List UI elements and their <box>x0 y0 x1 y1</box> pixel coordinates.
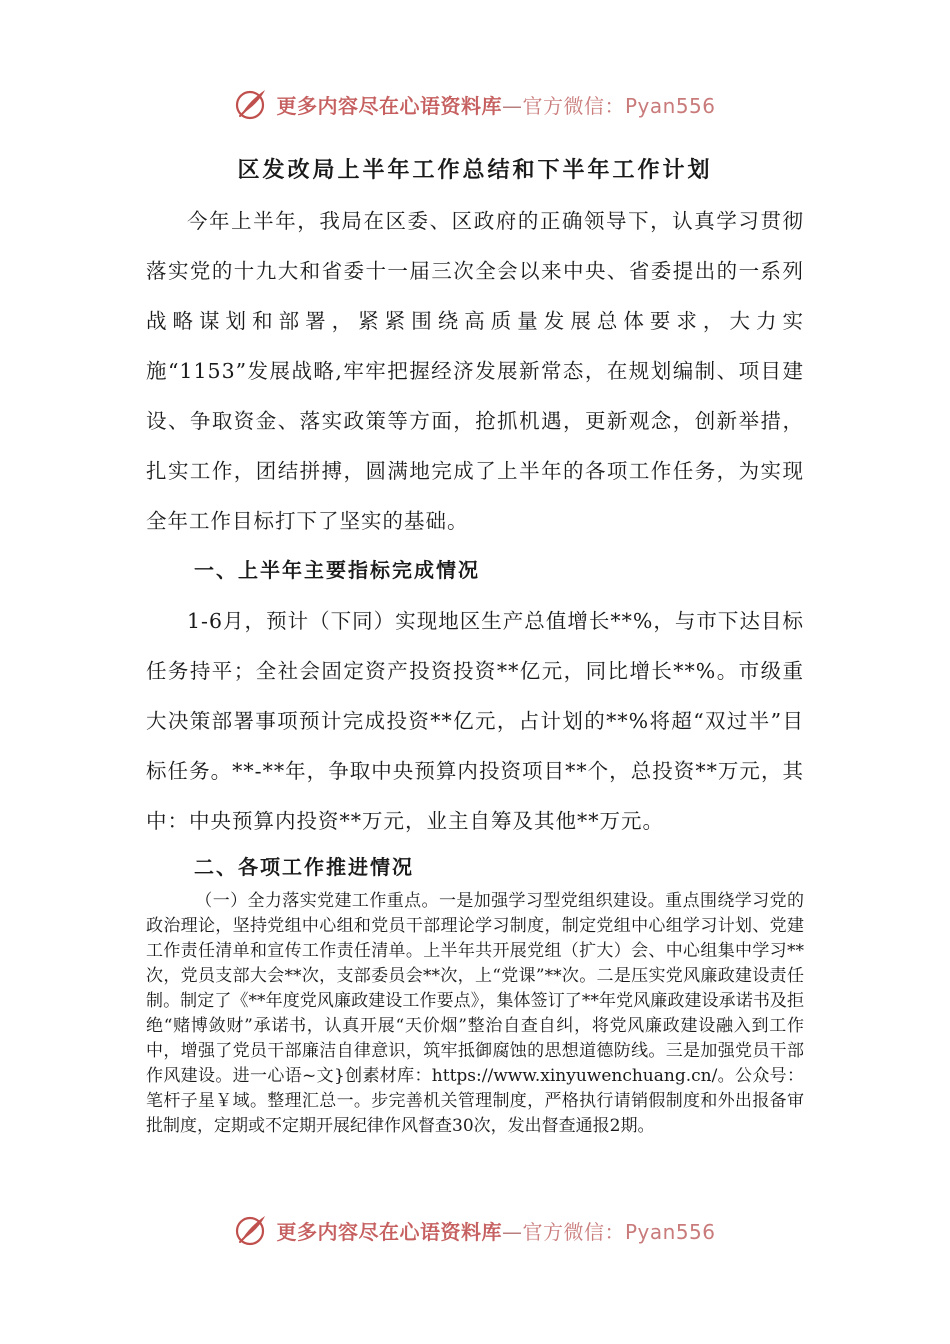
banner-brand: 更多内容尽在心语资料库 <box>276 1219 502 1244</box>
banner-wechat-id: Pyan556 <box>624 1219 716 1244</box>
banner-brand: 更多内容尽在心语资料库 <box>276 93 502 118</box>
document-title: 区发改局上半年工作总结和下半年工作计划 <box>237 158 713 183</box>
banner-dash: — <box>501 93 523 118</box>
banner-official-label: 官方微信： <box>522 1219 625 1244</box>
quill-pen-logo-icon <box>234 87 268 121</box>
header-banner <box>0 84 950 124</box>
section-1-paragraph: 1-6月，预计（下同）实现地区生产总值增长**%，与市下达目标任务持平；全社会固定资产投资投资**亿元，同比增长**%。市级重大决策部署事项预计完成投资**亿元，占计划的**%将超“双过半”目标任务。**-**年，争取中央预算内投资项目**个，总投资**万元，其中：中央预算内投资**万元，业主自筹及其他**万元。 <box>146 609 804 833</box>
section-2-heading: 二、各项工作推进情况 <box>194 855 414 879</box>
banner-official-label: 官方微信： <box>522 93 625 118</box>
banner-dash: — <box>501 1219 523 1244</box>
banner-wechat-id: Pyan556 <box>624 93 716 118</box>
banner-text <box>276 90 715 119</box>
section-1-heading: 一、上半年主要指标完成情况 <box>194 558 480 582</box>
intro-paragraph: 今年上半年，我局在区委、区政府的正确领导下，认真学习贯彻落实党的十九大和省委十一届三次全会以来中央、省委提出的一系列战略谋划和部署，紧紧围绕高质量发展总体要求，大力实施“1153”发展战略,牢牢把握经济发展新常态，在规划编制、项目建设、争取资金、落实政策等方面，抢抓机遇，更新观念，创新举措，扎实工作，团结拼搏，圆满地完成了上半年的各项工作任务，为实现全年工作目标打下了坚实的基础。 <box>146 209 804 533</box>
section-2-paragraph: （一）全力落实党建工作重点。一是加强学习型党组织建设。重点围绕学习党的政治理论，坚持党组中心组和党员干部理论学习制度，制定党组中心组学习计划、党建工作责任清单和宣传工作责任清单。上半年共开展党组（扩大）会、中心组集中学习**次，党员支部大会**次，支部委员会**次，上“党课”**次。二是压实党风廉政建设责任制。制定了《**年度党风廉政建设工作要点》，集体签订了**年党风廉政建设承诺书及拒绝“赌博敛财”承诺书，认真开展“天价烟”整治自查自纠，将党风廉政建设融入到工作中，增强了党员干部廉洁自律意识，筑牢抵御腐蚀的思想道德防线。三是加强党员干部作风建设。进一心语~文}创素材库：https://www.xinyuwenchuang.cn/。公众号：笔杆子星￥域。整理汇总一。步完善机关管理制度，严格执行请销假制度和外出报备审批制度，定期或不定期开展纪律作风督查30次，发出督查通报2期。 <box>146 891 804 1136</box>
footer-banner <box>0 1210 950 1250</box>
quill-pen-logo-icon <box>234 1213 268 1247</box>
banner-text <box>276 1216 715 1245</box>
